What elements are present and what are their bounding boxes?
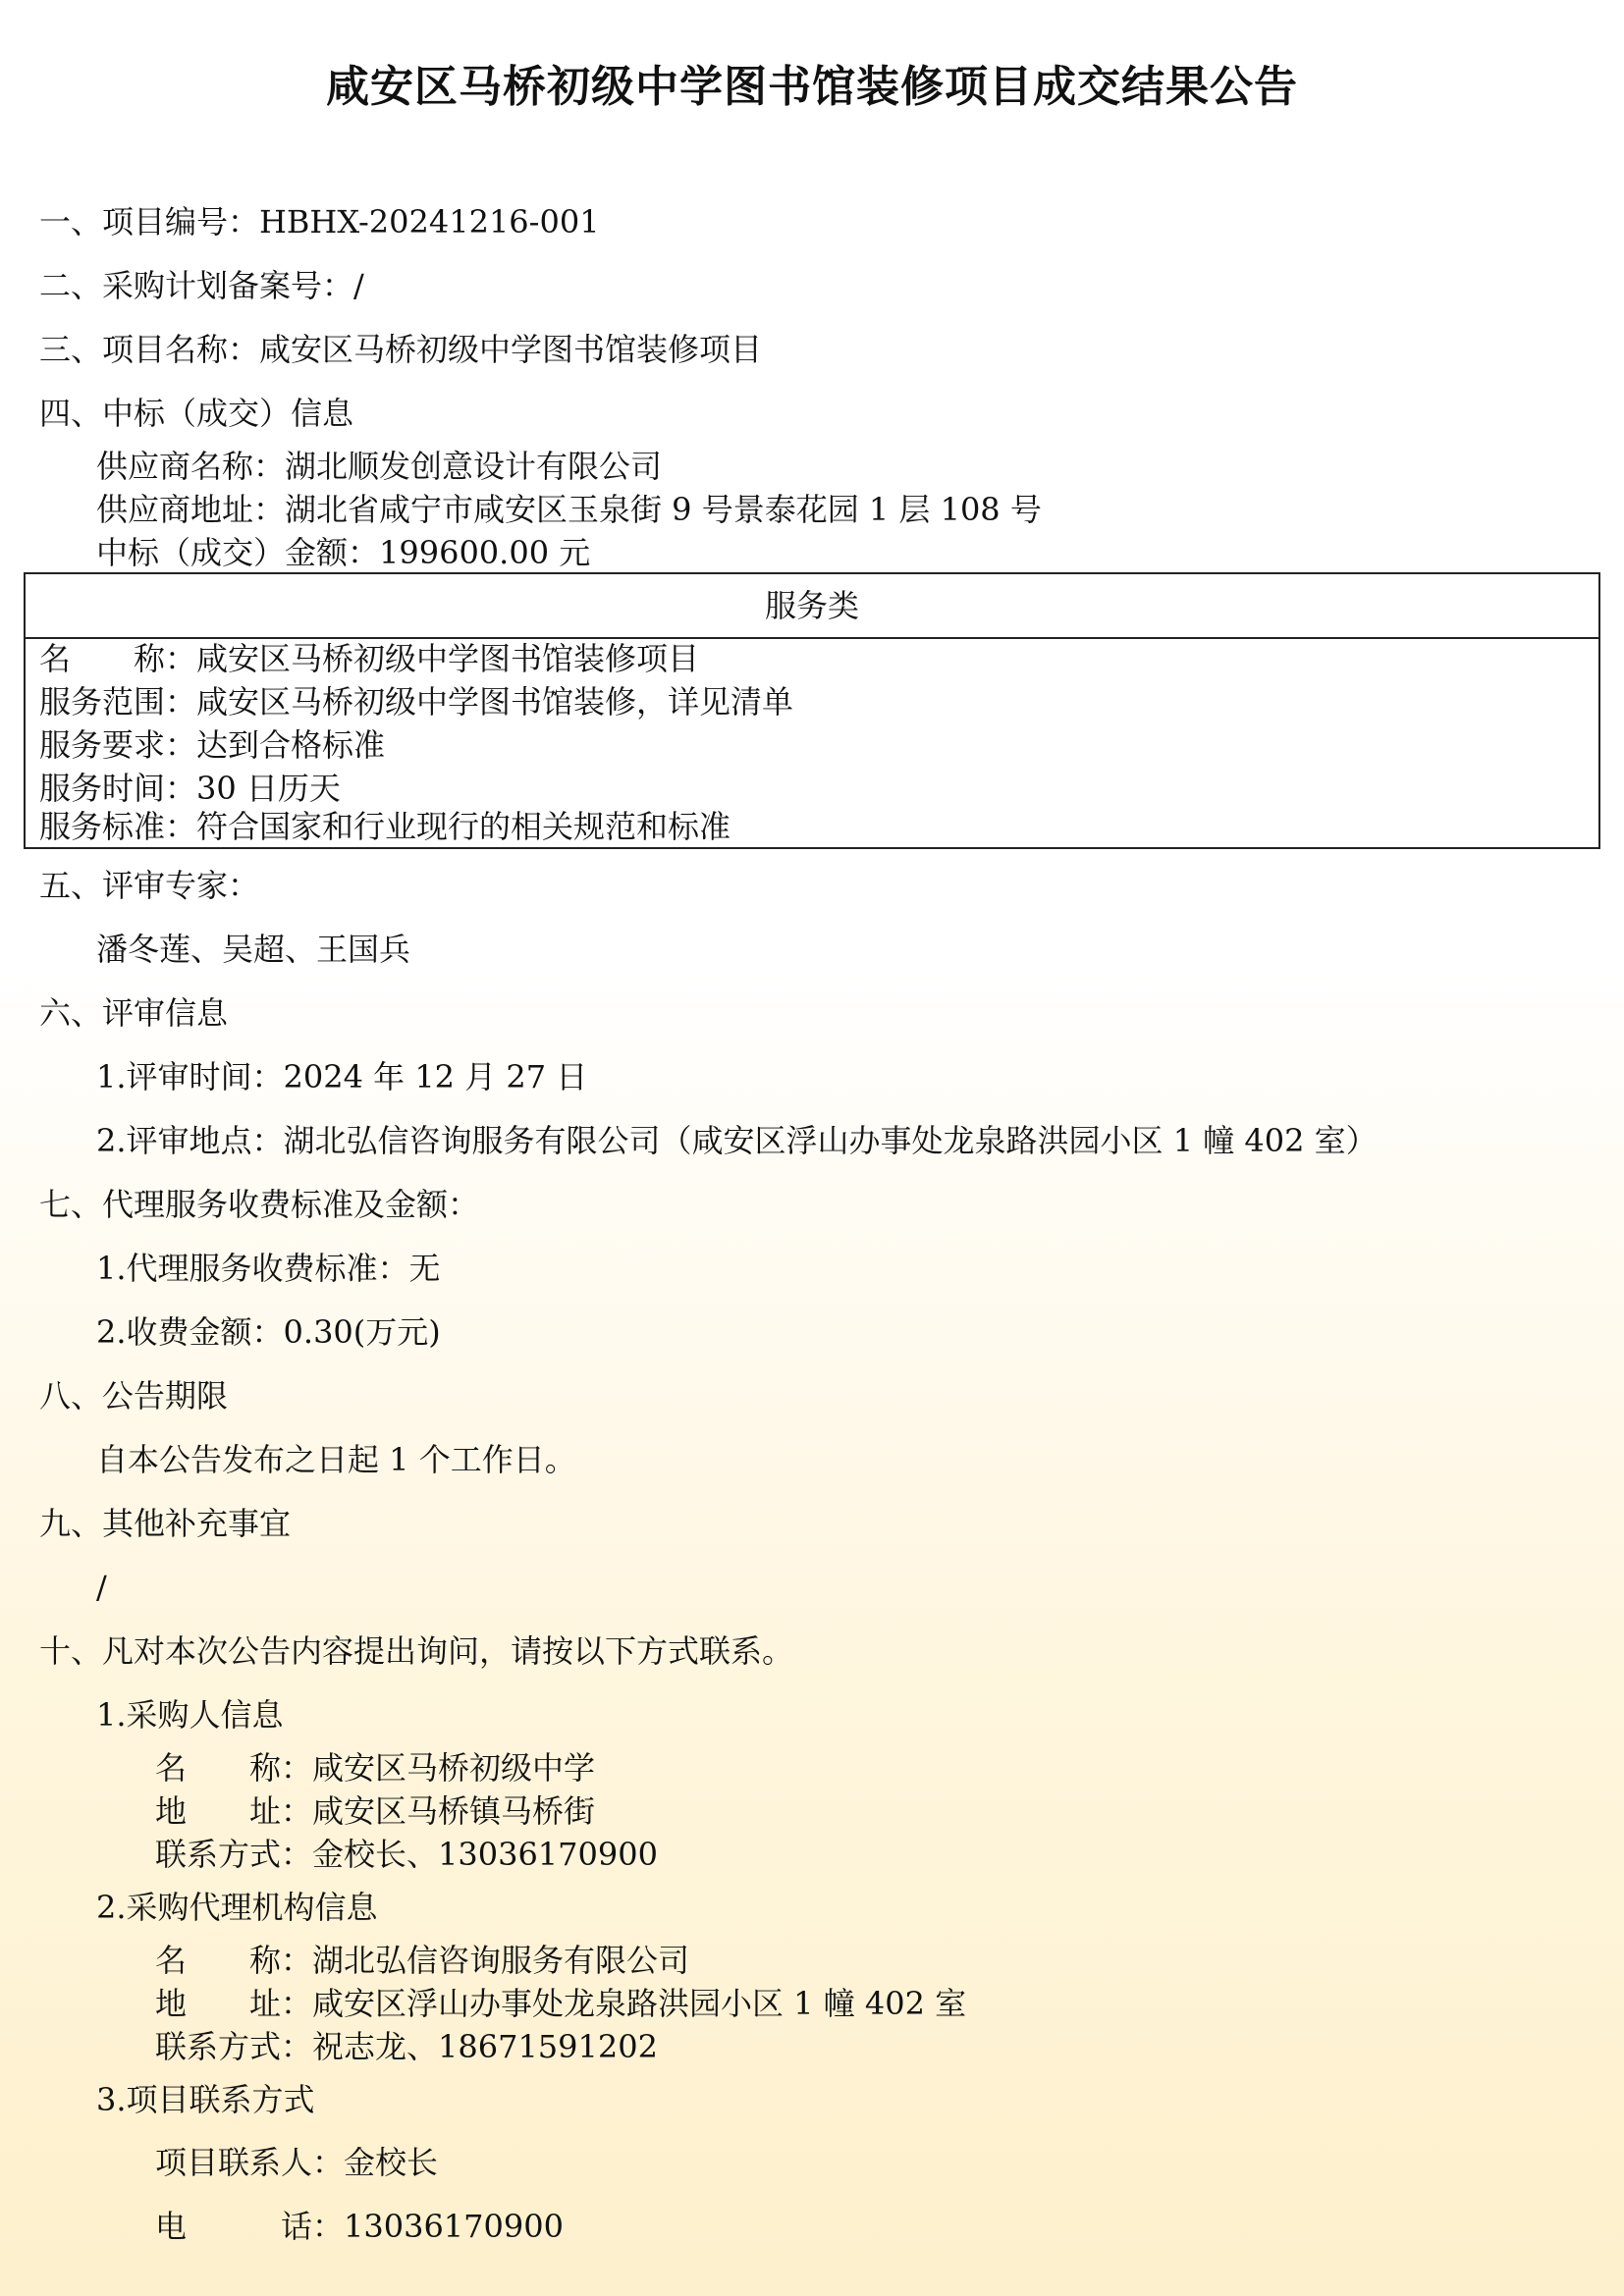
buyer-address: 地 址：咸安区马桥镇马桥街 [155, 1792, 596, 1830]
other-matters-text: / [96, 1569, 107, 1606]
page-title: 咸安区马桥初级中学图书馆装修项目成交结果公告 [326, 62, 1298, 112]
service-row-requirement: 服务要求：达到合格标准 [39, 726, 386, 764]
agency-fee-heading: 七、代理服务收费标准及金额： [39, 1186, 480, 1223]
award-info-heading: 四、中标（成交）信息 [39, 395, 354, 432]
project-contact-person: 项目联系人：金校长 [155, 2144, 439, 2181]
agency-name: 名 称：湖北弘信咨询服务有限公司 [155, 1942, 690, 1979]
buyer-contact: 联系方式：金校长、13036170900 [155, 1836, 658, 1873]
notice-period-heading: 八、公告期限 [39, 1377, 229, 1415]
project-number: 一、项目编号：HBHX-20241216-001 [39, 203, 600, 240]
plan-record-number: 二、采购计划备案号：/ [39, 267, 364, 304]
service-row-standard: 服务标准：符合国家和行业现行的相关规范和标准 [39, 808, 731, 845]
experts-heading: 五、评审专家： [39, 867, 260, 904]
service-row-scope: 服务范围：咸安区马桥初级中学图书馆装修，详见清单 [39, 683, 794, 721]
service-table [24, 572, 1600, 849]
review-info-heading: 六、评审信息 [39, 994, 229, 1032]
supplier-name: 供应商名称：湖北顺发创意设计有限公司 [96, 448, 663, 485]
service-row-name: 名 称：咸安区马桥初级中学图书馆装修项目 [39, 640, 700, 677]
service-table-header: 服务类 [26, 574, 1598, 639]
project-name: 三、项目名称：咸安区马桥初级中学图书馆装修项目 [39, 331, 763, 368]
service-row-time: 服务时间：30 日历天 [39, 770, 341, 807]
supplier-address: 供应商地址：湖北省咸宁市咸安区玉泉街 9 号景泰花园 1 层 108 号 [96, 491, 1042, 528]
agency-fee-standard: 1.代理服务收费标准：无 [96, 1250, 441, 1287]
agency-fee-amount: 2.收费金额：0.30(万元) [96, 1313, 441, 1351]
other-matters-heading: 九、其他补充事宜 [39, 1505, 292, 1542]
agency-address: 地 址：咸安区浮山办事处龙泉路洪园小区 1 幢 402 室 [155, 1985, 967, 2022]
experts-list: 潘冬莲、吴超、王国兵 [96, 931, 411, 968]
project-contact-heading: 3.项目联系方式 [96, 2081, 315, 2118]
buyer-info-heading: 1.采购人信息 [96, 1696, 284, 1734]
agency-contact: 联系方式：祝志龙、18671591202 [155, 2028, 658, 2065]
award-amount: 中标（成交）金额：199600.00 元 [96, 534, 591, 571]
agency-info-heading: 2.采购代理机构信息 [96, 1889, 378, 1926]
notice-period-text: 自本公告发布之日起 1 个工作日。 [96, 1441, 576, 1478]
project-contact-phone: 电 话：13036170900 [155, 2208, 564, 2245]
contact-heading: 十、凡对本次公告内容提出询问，请按以下方式联系。 [39, 1632, 794, 1670]
buyer-name: 名 称：咸安区马桥初级中学 [155, 1749, 596, 1787]
review-place: 2.评审地点：湖北弘信咨询服务有限公司（咸安区浮山办事处龙泉路洪园小区 1 幢 402 室） [96, 1122, 1378, 1159]
review-time: 1.评审时间：2024 年 12 月 27 日 [96, 1058, 588, 1095]
